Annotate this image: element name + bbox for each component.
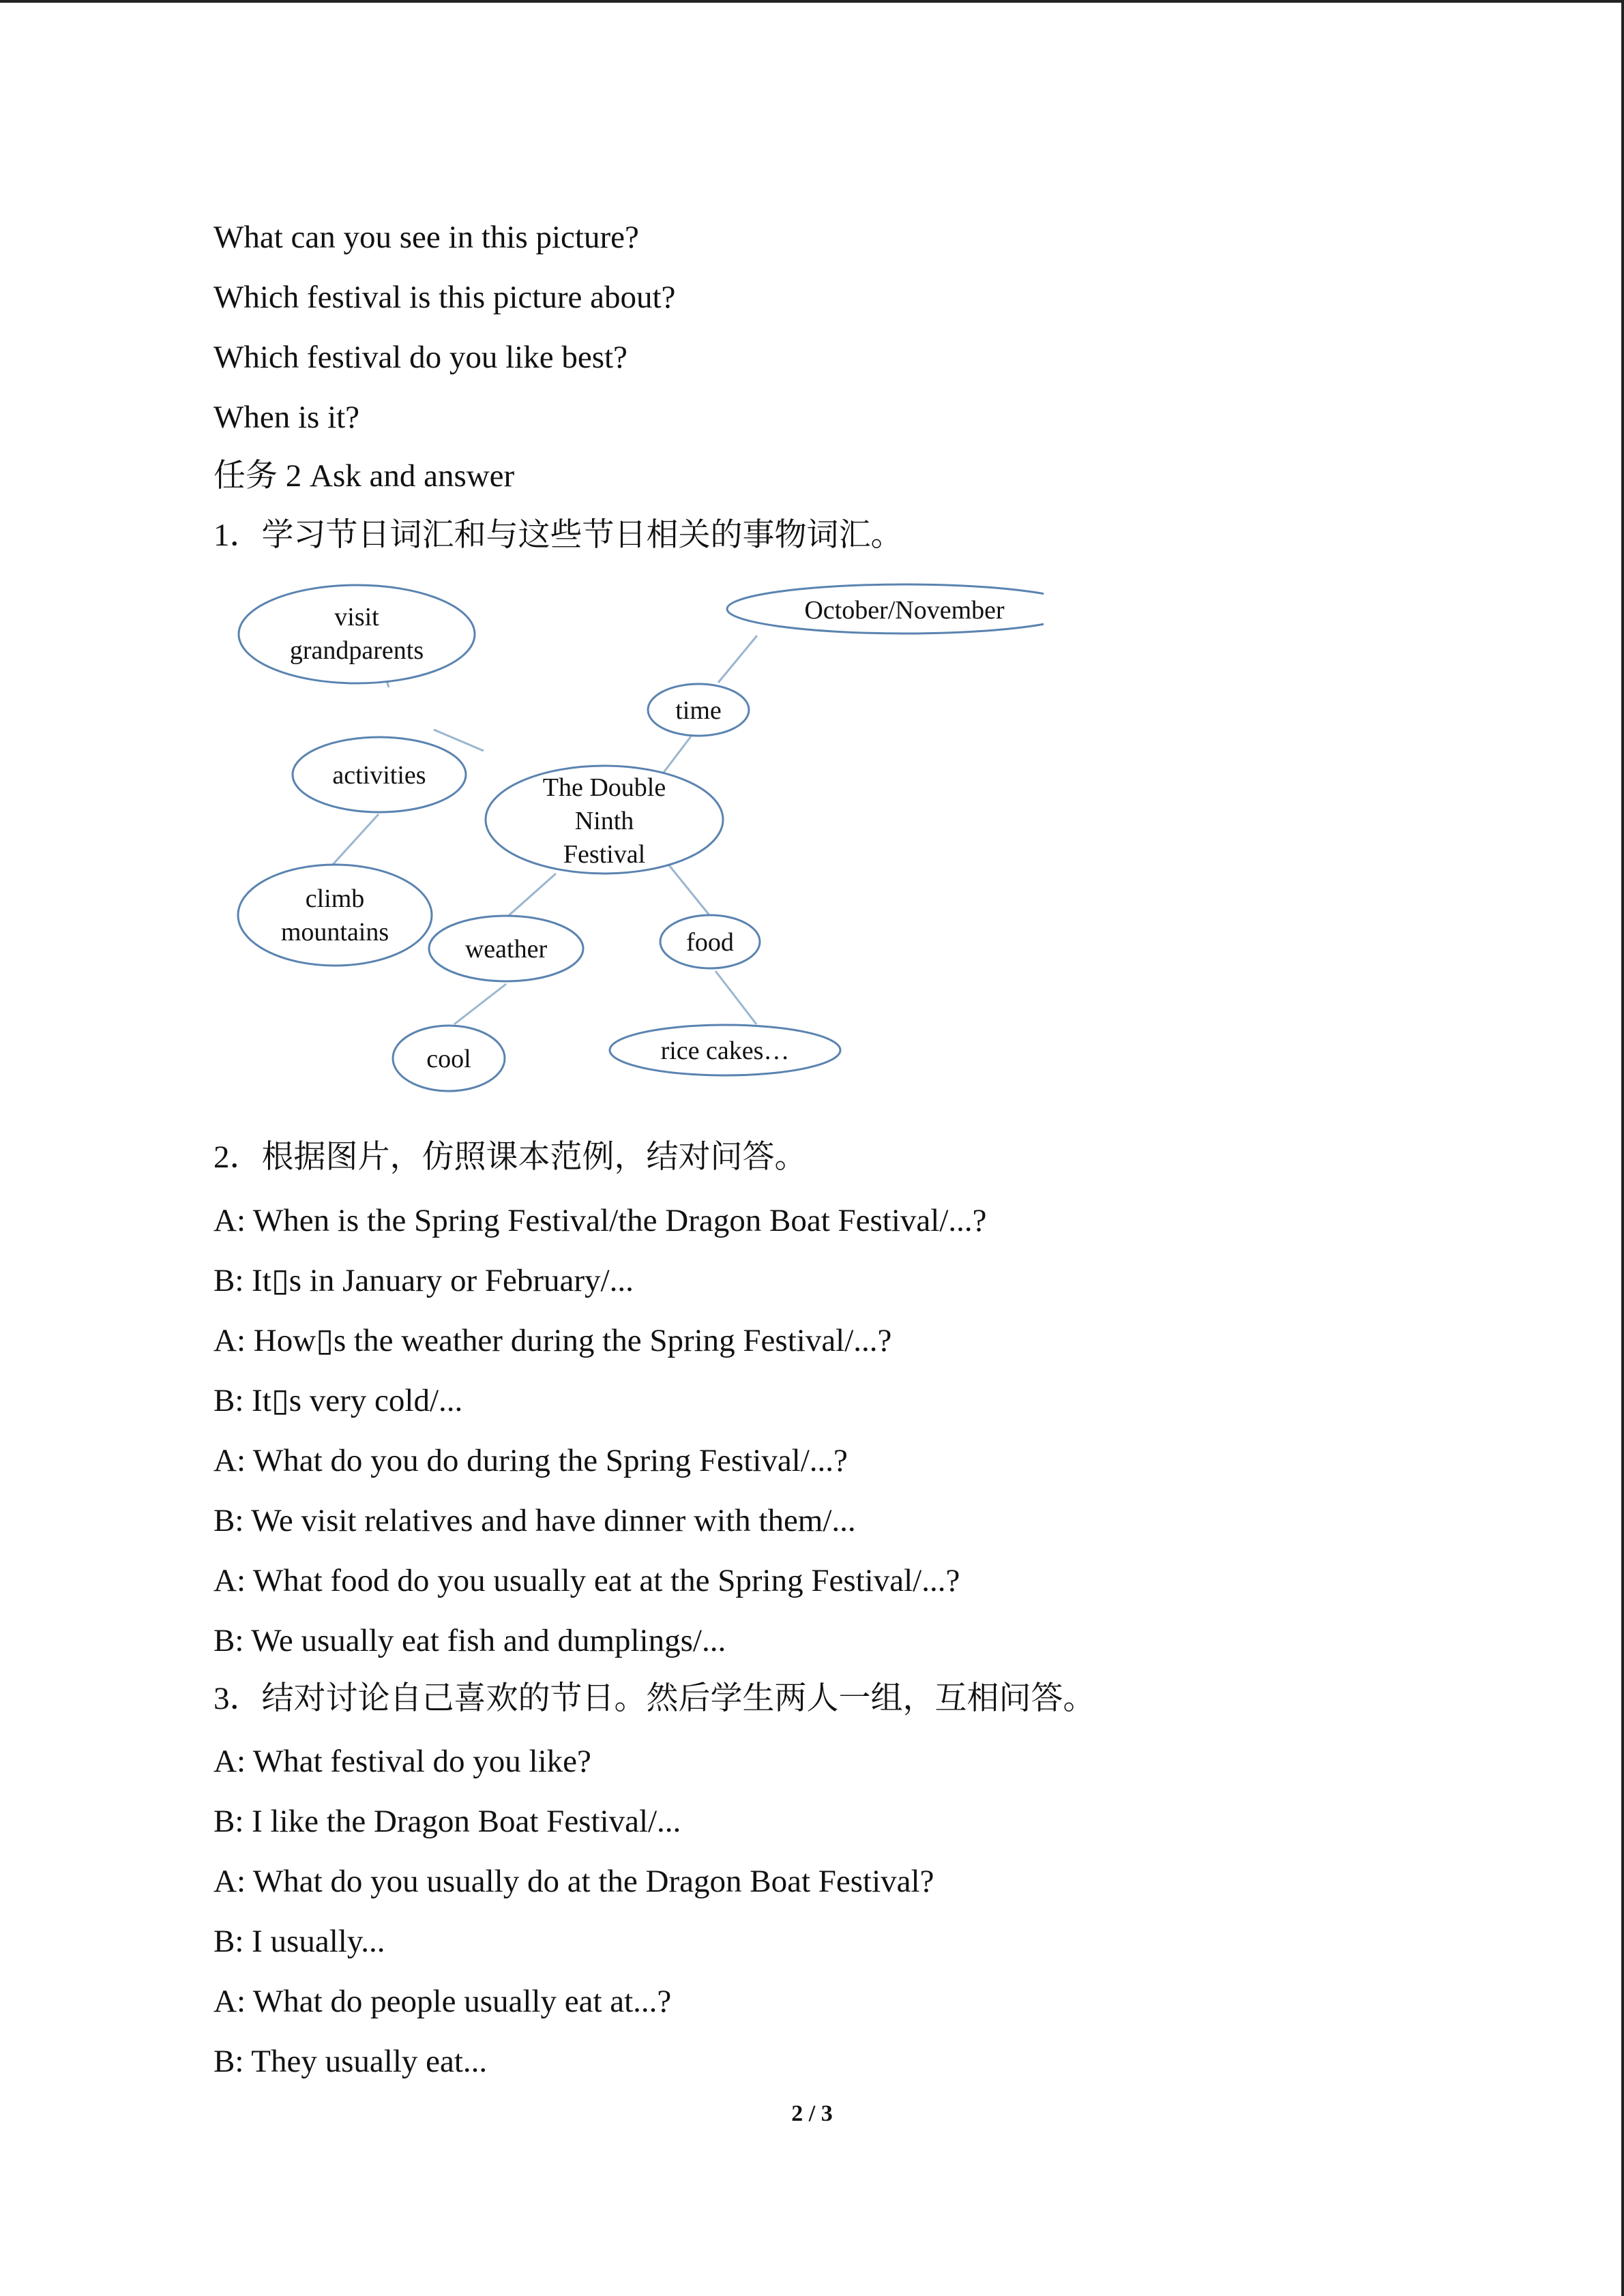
edge-center-food — [669, 865, 709, 915]
node-cool-label: cool — [426, 1045, 471, 1073]
edge-activities-climb — [331, 814, 379, 867]
festival-mind-map — [225, 573, 1044, 1105]
dialogue1-line-4: B: It▯s very cold/... — [213, 1383, 463, 1418]
task-heading: 任务 2 Ask and answer — [213, 458, 515, 494]
node-center-label-2: Ninth — [574, 807, 634, 835]
dialogue2-line-2: B: I like the Dragon Boat Festival/... — [213, 1804, 681, 1839]
page-right-border — [1621, 0, 1624, 2296]
dialogue1-line-8: B: We usually eat fish and dumplings/... — [213, 1623, 726, 1658]
edge-food-rice — [715, 971, 756, 1024]
dialogue2-line-1: A: What festival do you like? — [213, 1744, 591, 1779]
edge-weather-cool — [454, 984, 506, 1024]
step1-instruction: 1．学习节日词汇和与这些节日相关的事物词汇。 — [213, 518, 903, 553]
page-top-border — [0, 0, 1624, 3]
node-climb-label-2: mountains — [280, 918, 389, 946]
dialogue1-line-7: A: What food do you usually eat at the Spring Festival/...? — [213, 1563, 960, 1598]
node-visit-grandparents — [239, 585, 475, 683]
intro-question-2: Which festival is this picture about? — [213, 280, 676, 315]
node-activities-label: activities — [332, 761, 426, 790]
step3-instruction: 3．结对讨论自己喜欢的节日。然后学生两人一组，互相问答。 — [213, 1681, 1095, 1716]
node-center-label-1: The Double — [542, 773, 666, 802]
dialogue1-line-3: A: How▯s the weather during the Spring Festival/...? — [213, 1323, 892, 1358]
node-month-label: October/November — [804, 596, 1005, 625]
page-number: 2 / 3 — [791, 2101, 833, 2126]
dialogue1-line-1: A: When is the Spring Festival/the Dragon Boat Festival/...? — [213, 1203, 987, 1238]
node-time-label: time — [675, 696, 722, 725]
node-visit-label-2: grandparents — [289, 636, 424, 665]
intro-question-1: What can you see in this picture? — [213, 220, 639, 255]
edge-center-time — [663, 736, 691, 773]
node-weather-label: weather — [464, 935, 548, 964]
intro-question-3: Which festival do you like best? — [213, 340, 628, 375]
edge-time-month — [718, 636, 757, 683]
intro-question-4: When is it? — [213, 400, 360, 435]
mind-map-svg — [225, 573, 1044, 1105]
dialogue2-line-3: A: What do you usually do at the Dragon Boat Festival? — [213, 1864, 934, 1899]
dialogue2-line-4: B: I usually... — [213, 1924, 385, 1959]
step2-instruction: 2．根据图片，仿照课本范例，结对问答。 — [213, 1139, 807, 1175]
node-food-label: food — [686, 928, 734, 957]
dialogue2-line-6: B: They usually eat... — [213, 2044, 488, 2079]
dialogue1-line-5: A: What do you do during the Spring Festival/...? — [213, 1443, 848, 1478]
dialogue1-line-2: B: It▯s in January or February/... — [213, 1263, 634, 1298]
node-climb-label-1: climb — [305, 884, 365, 913]
dialogue1-line-6: B: We visit relatives and have dinner with them/... — [213, 1503, 856, 1538]
node-visit-label-1: visit — [334, 603, 379, 631]
node-rice-label: rice cakes… — [660, 1037, 790, 1065]
dialogue2-line-5: A: What do people usually eat at...? — [213, 1984, 672, 2019]
node-center-label-3: Festival — [563, 840, 646, 869]
node-climb-mountains — [238, 865, 432, 966]
